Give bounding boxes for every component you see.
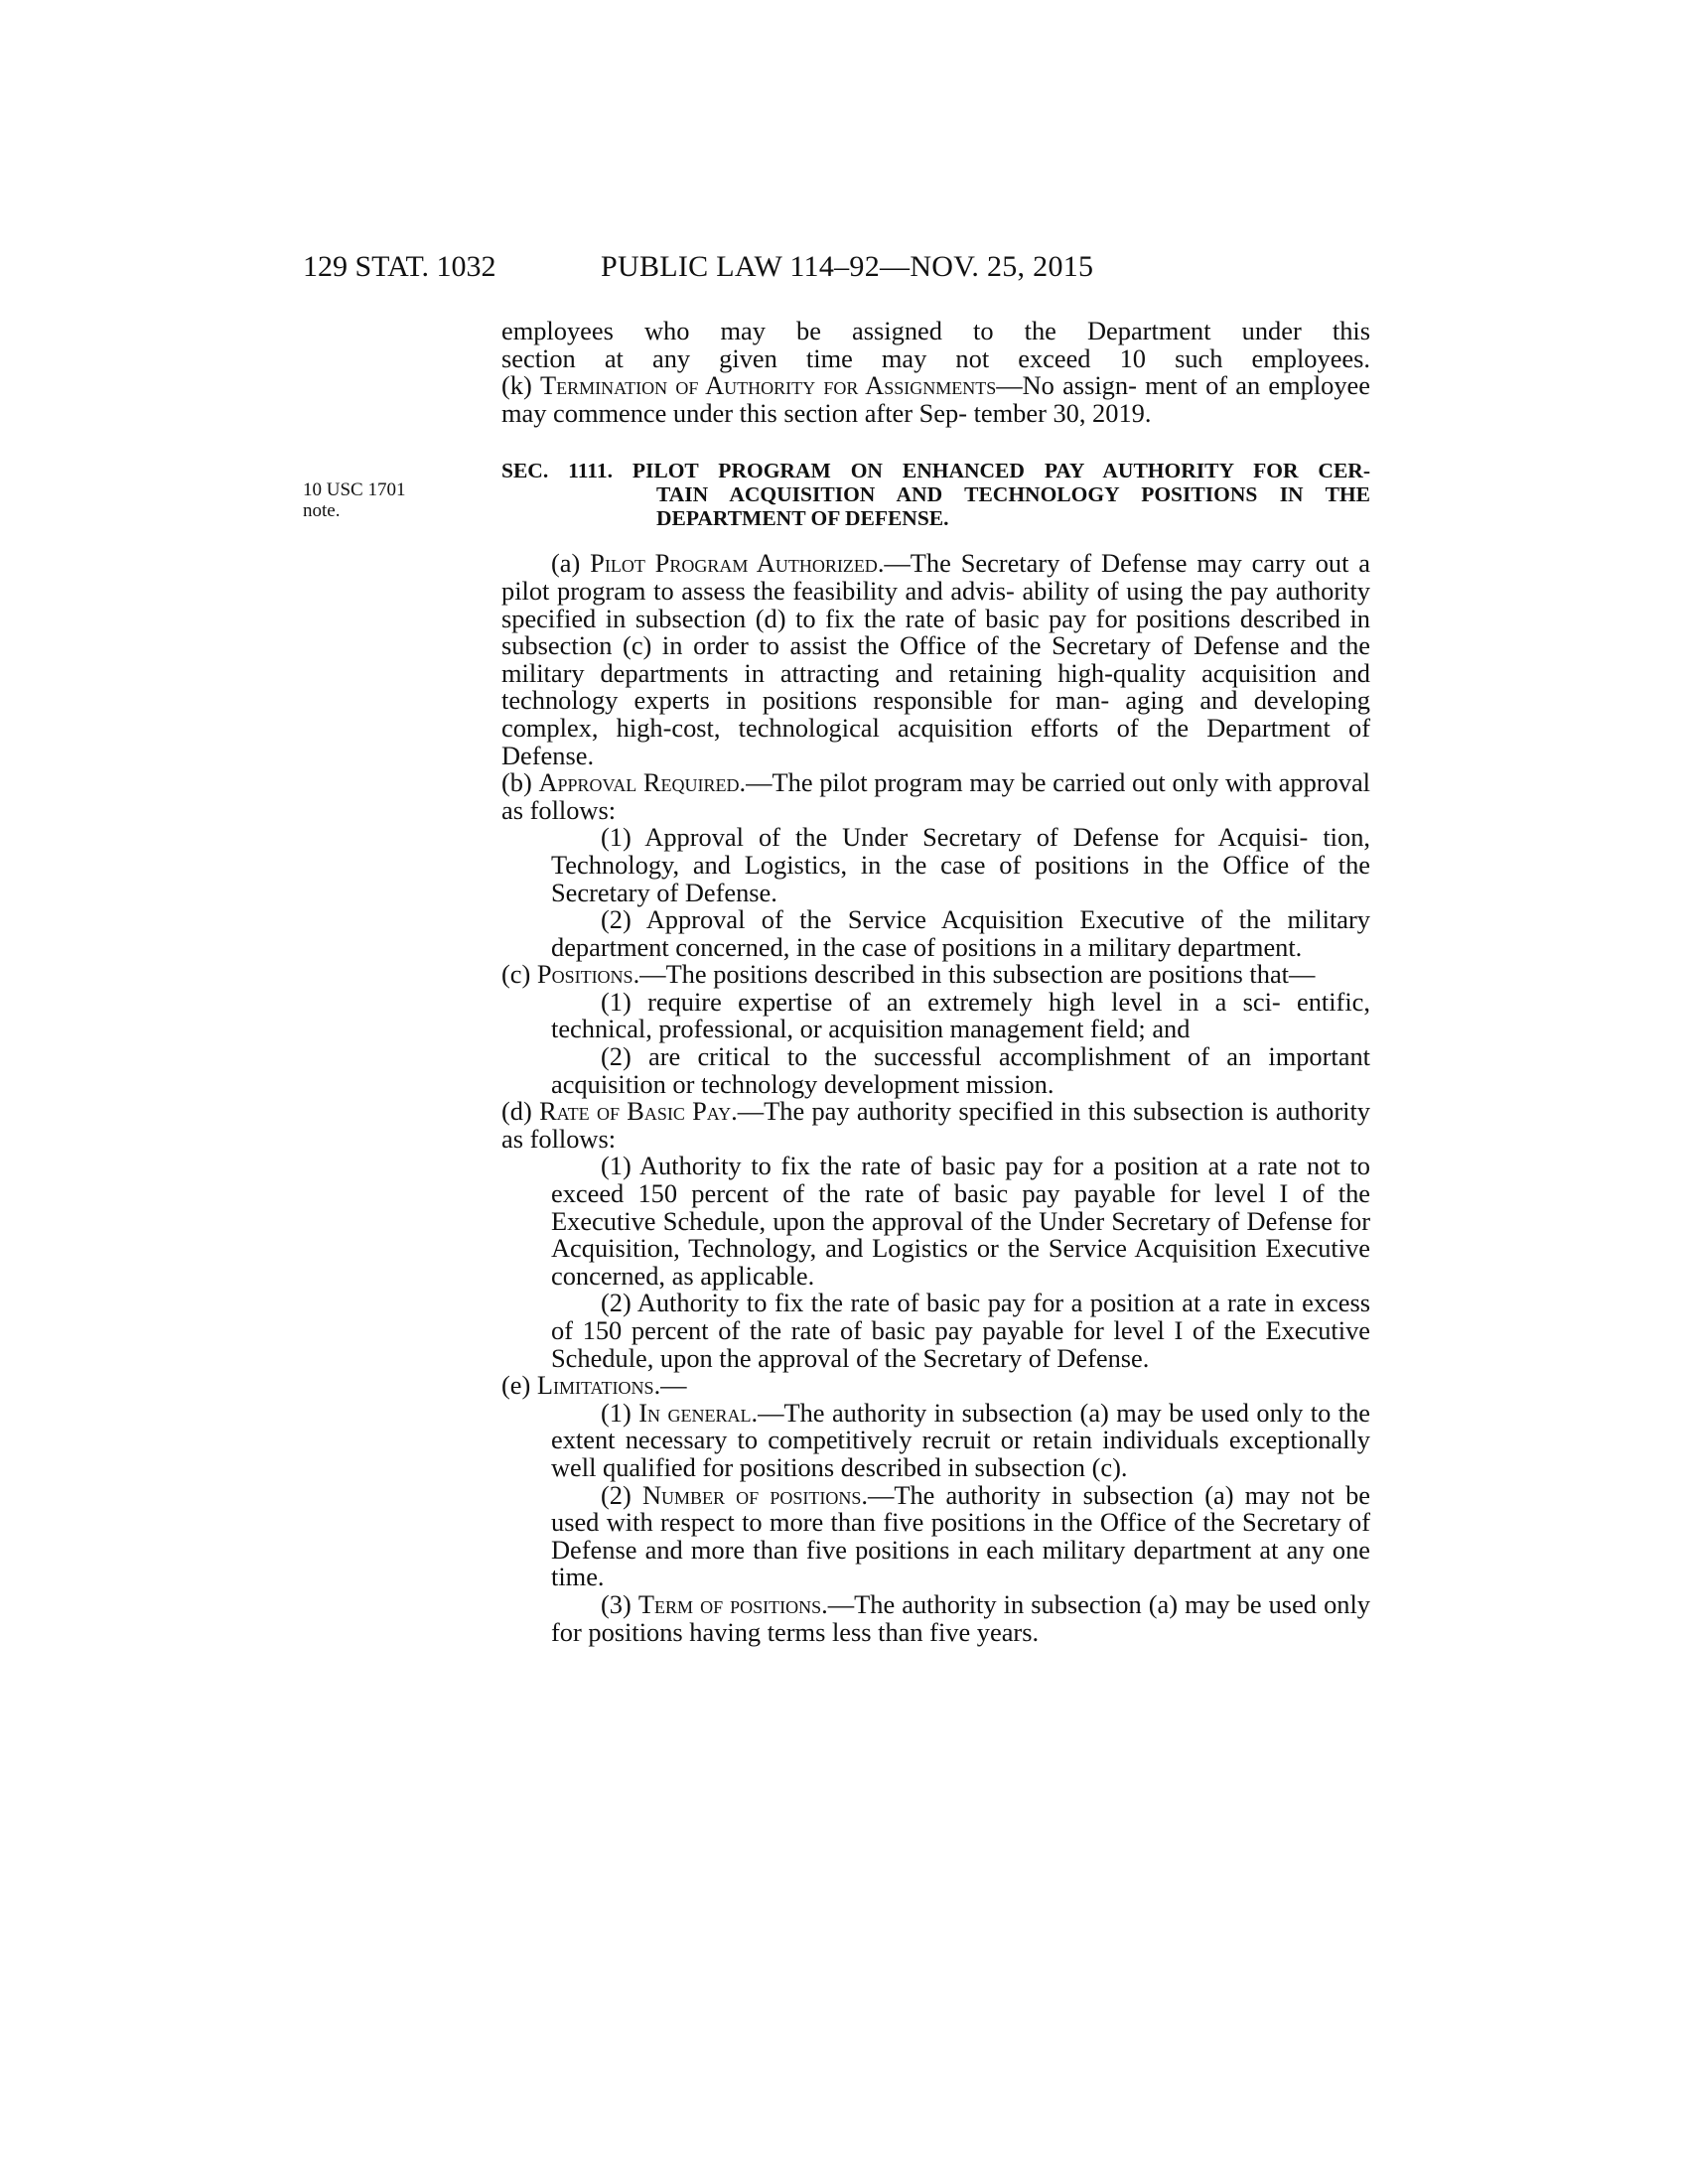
subsection-e-label: (e)	[501, 1370, 537, 1401]
subsection-a-heading: Pilot Program Authorized	[590, 548, 878, 579]
subsection-e-text: .—	[653, 1370, 687, 1401]
subsection-d-label: (d)	[501, 1096, 540, 1127]
subsection-e-item-3-num: (3)	[601, 1588, 638, 1619]
subsection-e-item-2-heading: Number of positions	[641, 1479, 862, 1510]
section-heading-line-3: DEPARTMENT OF DEFENSE.	[656, 506, 949, 531]
subsection-e	[501, 1372, 1370, 1400]
subsection-b-item-1: (1) Approval of the Under Secretary of Defense for Acquisi- tion, Technology, and Logistics, in the case of positions in the Office of the Secretary of Defense.	[551, 822, 1370, 907]
section-heading-line-2: TAIN ACQUISITION AND TECHNOLOGY POSITIONS IN THE	[656, 482, 1370, 507]
subsection-b-heading: Approval Required	[538, 767, 740, 798]
subsection-b	[501, 769, 1370, 824]
subsection-b-item-2: (2) Approval of the Service Acquisition Executive of the military department concerned, in the case of positions in a military department.	[551, 904, 1370, 962]
section-heading-line-1: SEC. 1111. PILOT PROGRAM ON ENHANCED PAY AUTHORITY FOR CER-	[501, 459, 1370, 483]
subsection-e-item-3	[501, 1588, 1370, 1647]
subsection-c-item-1: (1) require expertise of an extremely high level in a sci- entific, technical, professional, or acquisition management field; and	[551, 986, 1370, 1044]
subsection-k-label: (k)	[501, 370, 540, 401]
intro-line-1: employees who may be assigned to the Department under this	[501, 316, 1370, 345]
margin-note-suffix: note.	[303, 500, 341, 521]
page-header	[303, 250, 1370, 290]
margin-note	[303, 479, 405, 521]
subsection-e-item-3-heading: Term of positions	[637, 1588, 822, 1619]
subsection-e-item-1-num: (1)	[601, 1397, 639, 1428]
stat-citation: 129 STAT. 1032	[303, 250, 496, 283]
subsection-d-text: .—The pay authority specified in this subsection is authority as follows:	[501, 1096, 1371, 1154]
subsection-e-item-2-text: .—The authority in subsection (a) may not be used with respect to more than five positions in the Office of the Secretary of Defense and more than five positions in each military department at any one time.	[551, 1479, 1371, 1592]
subsection-d	[501, 1098, 1370, 1153]
subsection-e-item-1	[501, 1397, 1370, 1482]
subsection-c-item-2: (2) are critical to the successful accomplishment of an important acquisition or technology development mission.	[551, 1041, 1370, 1099]
margin-note-citation: 10 USC 1701	[303, 479, 406, 500]
subsection-e-item-1-text: .—The authority in subsection (a) may be used only to the extent necessary to competitively recruit or retain individuals exceptionally well qualified for positions described in subsection (c).	[551, 1397, 1370, 1482]
subsection-c	[501, 961, 1370, 989]
subsection-b-label: (b)	[501, 767, 539, 798]
subsection-k-heading: Termination of Authority for Assignments	[540, 370, 997, 401]
subsection-d-item-2: (2) Authority to fix the rate of basic pay for a position at a rate in excess of 150 percent of the rate of basic pay payable for level I of the Executive Schedule, upon the approval of the Secretary of Defense.	[551, 1288, 1370, 1373]
subsection-a-label: (a)	[551, 548, 591, 579]
subsection-e-heading: Limitations	[536, 1370, 654, 1401]
subsection-c-text: .—The positions described in this subsection are positions that—	[633, 959, 1316, 990]
subsection-k-text: —No assign- ment of an employee may commence under this section after Sep- tember 30, 2019.	[501, 370, 1370, 428]
page-body	[501, 318, 1370, 1646]
subsection-k	[501, 372, 1370, 427]
subsection-a	[501, 550, 1370, 769]
subsection-d-item-1: (1) Authority to fix the rate of basic pay for a position at a rate not to exceed 150 percent of the rate of basic pay payable for level I of the Executive Schedule, upon the approval of the Under Secretary of Defense for Acquisition, Technology, and Logistics or the Service Acquisition Executive concerned, as applicable.	[551, 1151, 1370, 1291]
subsection-e-item-1-heading: In general	[638, 1397, 752, 1428]
intro-line-2: section at any given time may not exceed 10 such employees.	[501, 342, 1370, 373]
running-title: PUBLIC LAW 114–92—NOV. 25, 2015	[601, 250, 1094, 283]
subsection-c-heading: Positions	[536, 959, 633, 990]
subsection-d-heading: Rate of Basic Pay	[539, 1096, 732, 1127]
subsection-e-item-2-num: (2)	[601, 1479, 642, 1510]
section-heading	[501, 459, 1370, 530]
subsection-e-item-2	[501, 1479, 1371, 1592]
subsection-c-label: (c)	[501, 959, 537, 990]
subsection-b-text: .—The pilot program may be carried out only with approval as follows:	[501, 767, 1370, 825]
subsection-e-item-3-text: .—The authority in subsection (a) may be used only for positions having terms less than five years.	[551, 1588, 1370, 1647]
subsection-a-text: .—The Secretary of Defense may carry out a pilot program to assess the feasibility and advis- ability of using the pay authority specified in subsection (d) to fix the rate of basic pay for positions described in subsection (c) in order to assist the Office of the Secretary of Defense and the military departments in attracting and retaining high-quality acquisition and technology experts in positions responsible for man- aging and developing complex, high-cost, technological acquisition efforts of the Department of Defense.	[501, 548, 1370, 770]
